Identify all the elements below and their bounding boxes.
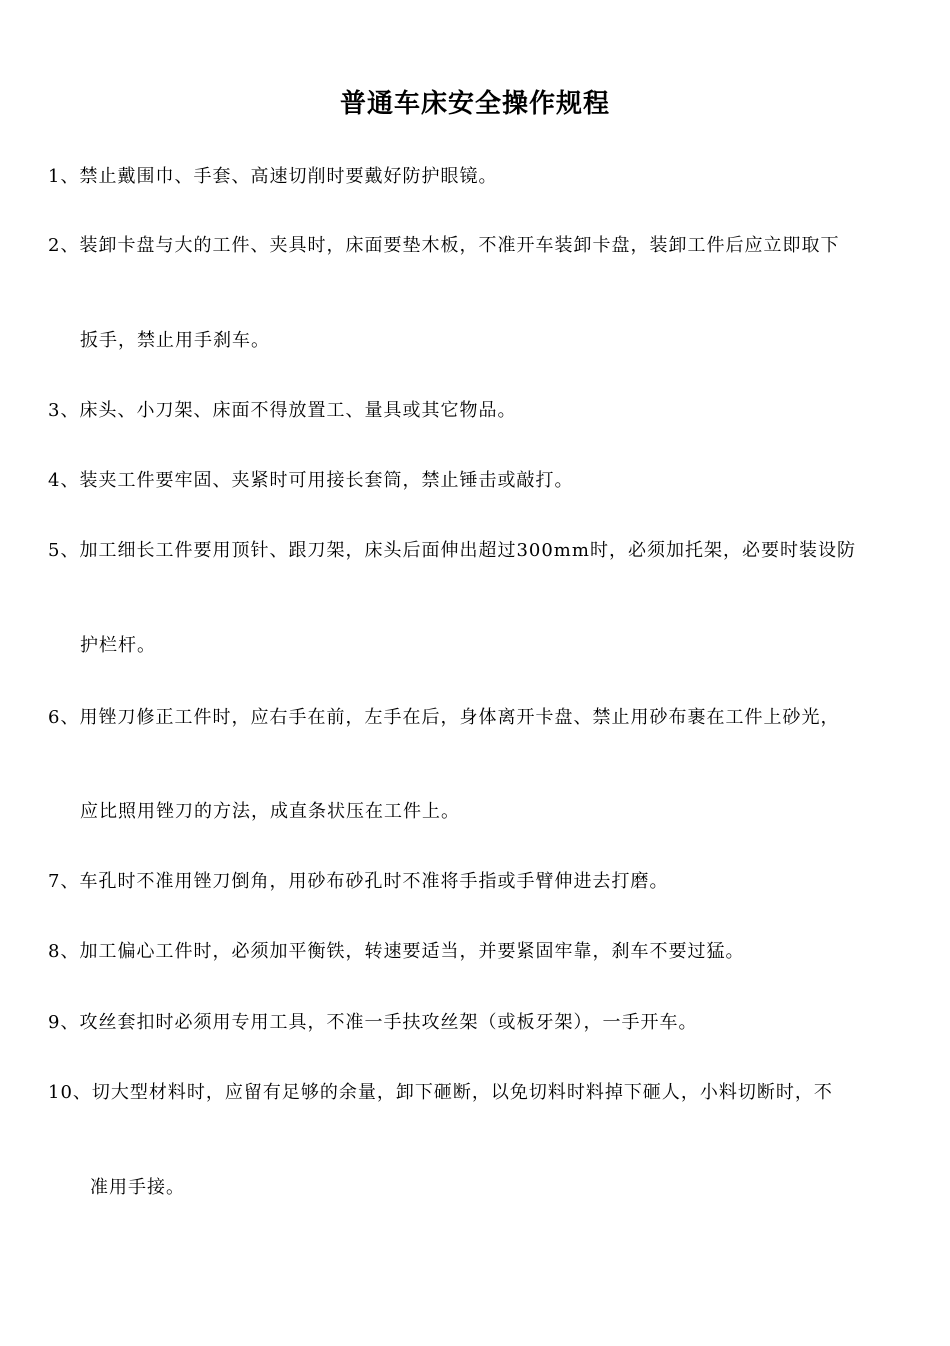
rule-8 bbox=[48, 937, 744, 967]
rule-text: 床头、小刀架、床面不得放置工、量具或其它物品。 bbox=[79, 400, 517, 421]
rule-text: 加工细长工件要用顶针、跟刀架，床头后面伸出超过300mm时，必须加托架，必要时装设防 bbox=[79, 540, 856, 561]
rule-7 bbox=[48, 867, 668, 897]
rule-number: 7、 bbox=[48, 871, 80, 892]
rule-5-continuation: 护栏杆。 bbox=[80, 635, 156, 656]
rule-4 bbox=[48, 466, 573, 496]
rule-text: 用锉刀修正工件时，应右手在前，左手在后，身体离开卡盘、禁止用砂布裹在工件上砂光， bbox=[79, 707, 840, 728]
rule-10 bbox=[48, 1078, 833, 1108]
rule-text: 禁止戴围巾、手套、高速切削时要戴好防护眼镜。 bbox=[79, 166, 498, 187]
rule-number: 1、 bbox=[48, 166, 80, 187]
rule-number: 8、 bbox=[48, 941, 80, 962]
rule-text: 加工偏心工件时，必须加平衡铁，转速要适当，并要紧固牢靠，刹车不要过猛。 bbox=[79, 941, 745, 962]
rule-text: 攻丝套扣时必须用专用工具，不准一手扶攻丝架（或板牙架），一手开车。 bbox=[79, 1012, 698, 1033]
rule-2-continuation: 扳手，禁止用手刹车。 bbox=[80, 330, 270, 351]
rule-text: 切大型材料时，应留有足够的余量，卸下砸断，以免切料时料掉下砸人，小料切断时，不 bbox=[91, 1082, 833, 1103]
rule-6-continuation: 应比照用锉刀的方法，成直条状压在工件上。 bbox=[80, 801, 460, 822]
rule-2 bbox=[48, 231, 839, 261]
rule-9 bbox=[48, 1008, 697, 1038]
rule-3 bbox=[48, 396, 516, 426]
rule-text: 装卸卡盘与大的工件、夹具时，床面要垫木板，不准开车装卸卡盘，装卸工件后应立即取下 bbox=[79, 235, 840, 256]
rule-5 bbox=[48, 536, 856, 566]
rule-number: 5、 bbox=[48, 540, 80, 561]
rule-number: 10、 bbox=[48, 1082, 92, 1103]
rule-number: 4、 bbox=[48, 470, 80, 491]
rule-6 bbox=[48, 703, 839, 733]
rule-1 bbox=[48, 162, 497, 192]
document-title: 普通车床安全操作规程 bbox=[339, 89, 610, 119]
rule-10-continuation: 准用手接。 bbox=[90, 1177, 185, 1198]
rule-text: 装夹工件要牢固、夹紧时可用接长套筒，禁止锤击或敲打。 bbox=[79, 470, 574, 491]
rule-number: 3、 bbox=[48, 400, 80, 421]
rule-text: 车孔时不准用锉刀倒角，用砂布砂孔时不准将手指或手臂伸进去打磨。 bbox=[79, 871, 669, 892]
rule-number: 9、 bbox=[48, 1012, 80, 1033]
rule-number: 2、 bbox=[48, 235, 80, 256]
rule-number: 6、 bbox=[48, 707, 80, 728]
